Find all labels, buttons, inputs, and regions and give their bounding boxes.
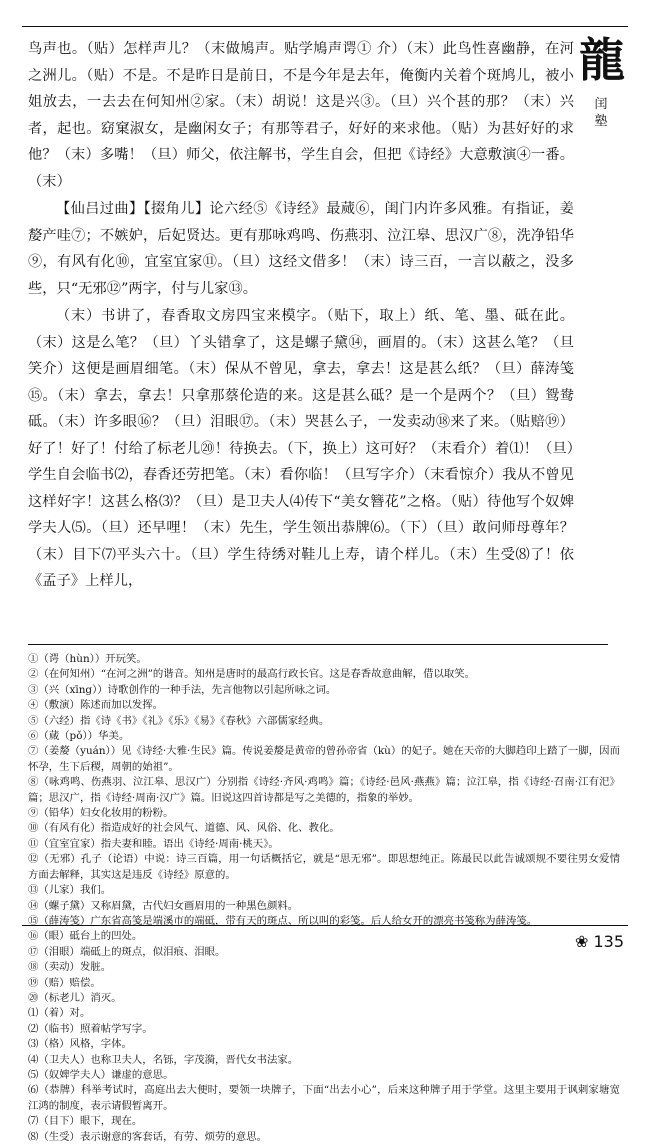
footnote-item: ⑮（薛涛笺）广东省高笺是端溪市的端砥，带有天的斑点、所以叫的彩笺。后人给女开的漂亮书笺称为薛涛笺。 [28, 914, 538, 927]
footnote-item: ⑹（恭牌）科举考试时，高庭出去大便时，要领一块牌子，下面“出去小心”，后来这种牌子用于学堂。这里主要用于讽刺家塘宽江鸿的制度，表示请假暂离开。 [28, 1084, 620, 1112]
footnote-item: ⑳（标老儿）消灭。 [28, 991, 122, 1004]
footnote-item: ⑺（目下）眼下，现在。 [28, 1115, 143, 1128]
footnote-item: ⑲（赔）赔偿。 [28, 976, 101, 989]
footnote-item: ⑯（眼）砥台上的凹处。 [28, 930, 143, 943]
footnote-item: ③（兴（xīng））诗歌创作的一种手法，先言他物以引起所咏之词。 [28, 683, 337, 696]
footnote-item: ⑨（铅华）妇女化妆用的粉粉。 [28, 807, 174, 820]
footnote-item: ⑱（卖动）发脏。 [28, 961, 112, 974]
vertical-section-label [574, 96, 628, 130]
flower-ornament-icon: ❀ [574, 932, 589, 951]
footnote-block [28, 652, 620, 1145]
side-ornament [574, 34, 628, 130]
body-paragraph-2: 【仙吕过曲】【掇角儿】论六经⑤《诗经》最蒇⑥，闺门内许多风雅。有指证，姜嫠产哇⑦；不嫉妒，后妃贤达。更有那咏鸡鸣、伤燕羽、泣江皋、思汉广⑧，洗净铅华⑨，有风有化⑩，宜室宜家⑪。（旦）这经文借多！（末）诗三百，一言以蔽之，没多些，只“无邪⑫”两字，付与儿家⑬。 [28, 201, 574, 297]
footnote-item: ⑰（泪眼）端砥上的斑点，似泪痕、泪眼。 [28, 945, 226, 958]
footnote-item: ⑪（宜室宜家）指夫妻和睦。语出《诗经·周南·桃天》。 [28, 837, 279, 850]
footnote-item: ⑴（着）对。 [28, 1007, 91, 1020]
vertical-label-char-1: 闰 [594, 97, 608, 112]
footnote-item: ⑶（格）风格，字体。 [28, 1038, 132, 1051]
footnote-separator [28, 644, 608, 645]
decorative-glyph: 龍 [579, 33, 623, 87]
footnote-item: ⑫（无邪）孔子（论语）中说：诗三百篇，用一句话概括它，就是“思无邪”。即思想纯正。陈最民以此告诚颂规不要往男女爱情方面去解释，其实这是违反《诗经》原意的。 [28, 853, 620, 881]
footnote-item: ④（敷演）陈述而加以发挥。 [28, 699, 164, 712]
footnote-item: ⑭（螺子黛）又称眉黛，古代妇女画眉用的一种黑色颜料。 [28, 899, 299, 912]
footnote-item: ⑦（姜嫠（yuán））见《诗经·大雅·生民》篇。传说姜嫠是黄帝的曾孙帝省（kù）的妃子。她在天帝的大脚趋印上踏了一脚，因而怀孕，生下后稷，周朝的始祖”。 [28, 745, 620, 773]
footnote-item: ①（谔（hùn））开玩笑。 [28, 653, 147, 665]
page-footer [575, 932, 624, 951]
page-number: 135 [593, 932, 624, 951]
footnote-item: ⑩（有风有化）指造成好的社会风气、道德、风、风俗、化、教化。 [28, 822, 340, 835]
footnote-item: ⑤（六经）指《诗《书》《礼》《乐》《易》《春秋》六部儒家经典。 [28, 714, 330, 727]
page-bottom-rule [22, 925, 628, 926]
footnote-item: ⑬（儿家）我们。 [28, 884, 112, 897]
body-paragraph-3: （末）书讲了，春香取文房四宝来模字。（贴下，取上）纸、笔、墨、砥在此。（末）这是么笔？（旦）丫头错拿了，这是螺子黛⑭，画眉的。（末）这甚么笔？（旦笑介）这便是画眉细笔。（末）保从不曾见，拿去，拿去！这是甚么纸？（旦）薛涛笺⑮。（末）拿去，拿去！只拿那蔡伦造的来。这是甚么砥？是一个是两个？（旦）鸳鸯砥。（末）许多眼⑯？（旦）泪眼⑰。（末）哭甚么子，一发卖动⑱来了来。（贴赔⑲）好了！好了！付给了标老儿⑳！待换去。（下，换上）这可好？（末看介）着⑴！（旦）学生自会临书⑵，春香还劳把笔。（末）看你临！（旦写字介）（末看惊介）我从不曾见这样好字！这甚么格⑶？（旦）是卫夫人⑷传下“美女簪花”之格。（贴）待他写个奴婢学夫人⑸。（旦）还早哩！（末）先生，学生领出恭牌⑹。（下）（旦）敢问师母尊年？（末）目下⑺平头六十。（旦）学生待绣对鞋儿上寿，请个样儿。（末）生受⑻了！依《孟子》上样儿， [28, 308, 574, 589]
page-top-rule [22, 26, 628, 27]
body-text-column [28, 36, 574, 595]
footnote-item: ⑧（咏鸡鸣、伤燕羽、泣江皋、思汉广）分别指《诗经·齐风·鸡鸣》篇；《诗经·邑风·燕燕》篇；泣江皋，指《诗经·召南·江有汜》篇；思汉广，指《诗经·周南·汉广》篇。旧说这四首诗都是写之美德的，指象的举妙。 [28, 776, 620, 804]
footnote-item: ⑵（临书）照着帖学写字。 [28, 1022, 153, 1035]
footnote-item: ②（在何知州）“在河之洲”的谐音。知州是唐时的最高行政长官。这是春香故意曲解，借以取笑。 [28, 668, 476, 681]
body-paragraph-1: 鸟声也。（贴）怎样声儿？（末做鳩声。贴学鳩声谔① 介）（末）此鸟性喜幽静，在河之洲儿。（贴）不是。不是昨日是前日，不是今年是去年，俺衡内关着个斑鸠儿，被小姐放去，一去去在何知州②家。（末）胡说！这是兴③。（旦）兴个甚的那？（末）兴者，起也。窈窠淑女，是幽闲女子；有那等君子，好好的来求他。（贴）为甚好好的求他？（末）多嘴！（旦）师父，依注解书，学生自会，但把《诗经》大意敷演④一番。（末） [28, 41, 574, 190]
footnote-item: ⑷（卫夫人）也称卫夫人，名铄，字茂漪，晋代女书法家。 [28, 1053, 299, 1066]
footnote-item: ⑥（蒇（pǒ））华美。 [28, 730, 130, 743]
footnote-item: ⑸（奴婢学夫人）谦虚的意思。 [28, 1068, 174, 1081]
vertical-label-char-2: 塾 [594, 114, 608, 129]
footnote-item: ⑻（生受）表示谢意的客套话，有劳、烦劳的意思。 [28, 1130, 267, 1143]
